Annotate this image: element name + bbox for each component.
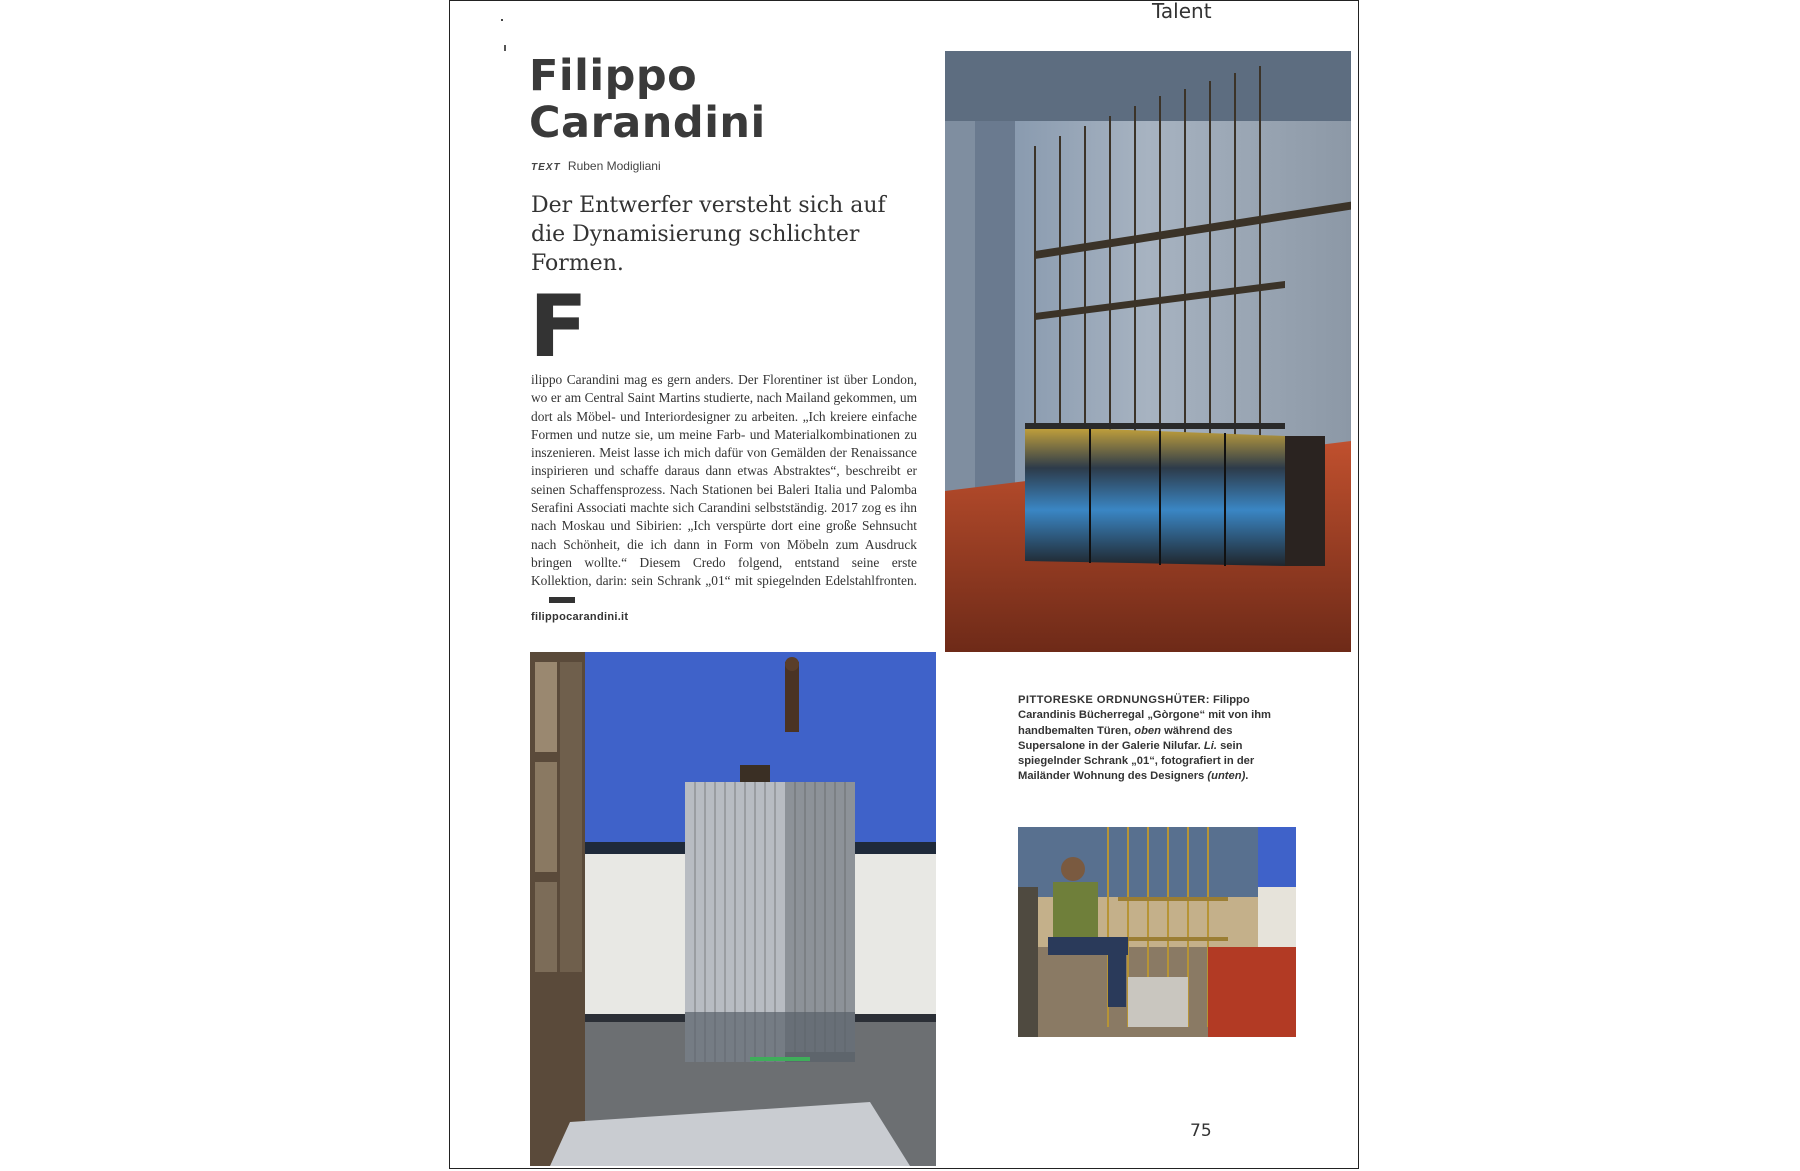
drop-cap: F bbox=[529, 277, 588, 377]
article-subtitle: Der Entwerfer versteht sich auf die Dynamisierung schlichter Formen. bbox=[531, 193, 886, 276]
caption-end: . bbox=[1245, 770, 1249, 783]
scan-speck bbox=[504, 45, 506, 51]
magazine-page bbox=[449, 0, 1359, 1169]
caption-headline: PITTORESKE ORDNUNGSHÜTER: bbox=[1018, 694, 1210, 706]
article-title bbox=[529, 53, 766, 147]
caption-oben: oben bbox=[1134, 724, 1161, 737]
photo-designer bbox=[1018, 827, 1296, 1037]
scan-speck bbox=[501, 19, 503, 21]
end-mark bbox=[549, 597, 575, 603]
website-link[interactable]: filippocarandini.it bbox=[531, 611, 629, 623]
photo-mirror-cabinet bbox=[530, 652, 936, 1166]
article-body-text: ilippo Carandini mag es gern anders. Der Florentiner ist über London, wo er am Central Saint Martins studierte, nach Mailand gekommen, um dort als Möbel- und Interiordesigner zu arbeiten. „Ich kreiere einfache Formen und nutze sie, um meine Farb- und Materialkombinationen zu inszenieren. Meist lasse ich mich dafür von Gemälden der Renaissance inspirieren und schaffe daraus dann etwas Abstraktes“, beschreibt er seinen Schaffensprozess. Nach Stationen bei Baleri Italia und Palomba Serafini Associati machte sich Carandini selbstständig. 2017 zog es ihn nach Moskau und Sibirien: „Ich verspürte dort eine große Sehnsucht nach Schönheit, die ich dann in Form von Möbeln zum Ausdruck bringen wollte.“ Diesem Credo folgend, entstand seine erste Kollektion, darin: sein Schrank „01“ mit spiegelnden Edelstahlfronten. bbox=[531, 372, 917, 589]
article-body bbox=[531, 371, 917, 609]
caption-unten: (unten) bbox=[1207, 770, 1246, 783]
byline-author: Ruben Modigliani bbox=[567, 159, 661, 173]
byline bbox=[531, 159, 661, 173]
photo-caption bbox=[1018, 693, 1280, 785]
page-number: 75 bbox=[1190, 1121, 1212, 1141]
title-line-2: Carandini bbox=[529, 98, 766, 148]
caption-text-1: Filippo Carandinis Bücherregal „Gòrgone“ mit von ihm handbemalten Türen, bbox=[1018, 694, 1272, 737]
byline-label: TEXT bbox=[531, 162, 561, 173]
section-label: Talent bbox=[1152, 0, 1212, 23]
photo-bookshelf bbox=[945, 51, 1351, 652]
caption-text-2: während des Supersalone in der Galerie Nilufar. bbox=[1018, 724, 1233, 752]
caption-li: Li. bbox=[1203, 739, 1217, 752]
caption-text-3: sein spiegelnder Schrank „01“, fotografiert in der Mailänder Wohnung des Designers bbox=[1018, 739, 1255, 783]
title-line-1: Filippo bbox=[529, 51, 698, 101]
